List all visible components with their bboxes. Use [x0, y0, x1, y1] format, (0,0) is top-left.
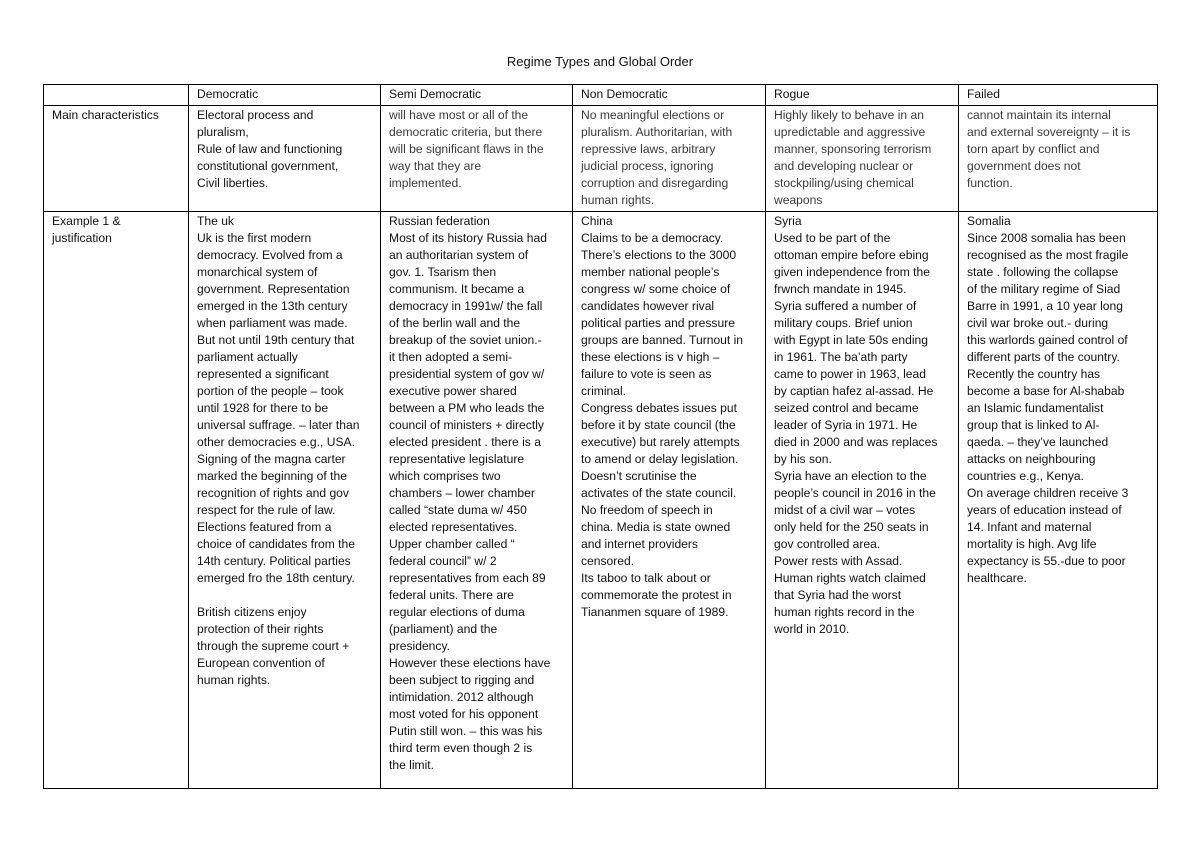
- header-row: [44, 85, 1158, 106]
- header-semi-democratic: Semi Democratic: [381, 85, 573, 106]
- democratic-example: The uk Uk is the first modern democracy. Evolved from a monarchical system of government. Representation emerged in the 13th century when parliament was made. But not until 19th century that parliament actually represented a significant portion of the people – took until 1928 for there to be universal suffrage. – later than other democracies e.g., USA. Signing of the magna carter marked the beginning of the recognition of rights and gov respect for the rule of law. Elections featured from a choice of candidates from the 14th century. Political parties emerged fro the 18th century. British citizens enjoy protection of their rights through the supreme court + European convention of human rights.: [189, 212, 381, 789]
- header-democratic: Democratic: [189, 85, 381, 106]
- non-democratic-example: China Claims to be a democracy. There’s elections to the 3000 member national people’s congress w/ some choice of candidates however rival political parties and pressure groups are banned. Turnout in these elections is v high – failure to vote is seen as criminal. Congress debates issues put before it by state council (the executive) but rarely attempts to amend or delay legislation. Doesn’t scrutinise the activates of the state council. No freedom of speech in china. Media is state owned and internet providers censored. Its taboo to talk about or commemorate the protest in Tiananmen square of 1989.: [573, 212, 766, 789]
- regime-table: [43, 84, 1158, 789]
- failed-characteristics: cannot maintain its internal and external sovereignty – it is torn apart by conflict and government does not function.: [959, 106, 1158, 212]
- semi-democratic-example: Russian federation Most of its history Russia had an authoritarian system of gov. 1. Tsarism then communism. It became a democracy in 1991w/ the fall of the berlin wall and the breakup of the soviet union.- it then adopted a semi- presidential system of gov w/ executive power shared between a PM who leads the council of ministers + directly elected president . there is a representative legislature which comprises two chambers – lower chamber called “state duma w/ 450 elected representatives. Upper chamber called “ federal council” w/ 2 representatives from each 89 federal units. There are regular elections of duma (parliament) and the presidency. However these elections have been subject to rigging and intimidation. 2012 although most voted for his opponent Putin still won. – this was his third term even though 2 is the limit.: [381, 212, 573, 789]
- row-label-characteristics: Main characteristics: [44, 106, 189, 212]
- democratic-characteristics: Electoral process and pluralism, Rule of law and functioning constitutional government, Civil liberties.: [189, 106, 381, 212]
- characteristics-row: [44, 106, 1158, 212]
- rogue-characteristics: Highly likely to behave in an upredictable and aggressive manner, sponsoring terrorism and developing nuclear or stockpiling/using chemical weapons: [766, 106, 959, 212]
- header-failed: Failed: [959, 85, 1158, 106]
- header-non-democratic: Non Democratic: [573, 85, 766, 106]
- header-corner-cell: [44, 85, 189, 106]
- example-row: [44, 212, 1158, 789]
- failed-example: Somalia Since 2008 somalia has been recognised as the most fragile state . following the collapse of the military regime of Siad Barre in 1991, a 10 year long civil war broke out.- during this warlords gained control of different parts of the country. Recently the country has become a base for Al-shabab an Islamic fundamentalist group that is linked to Al- qaeda. – they’ve launched attacks on neighbouring countries e.g., Kenya. On average children receive 3 years of education instead of 14. Infant and maternal mortality is high. Avg life expectancy is 55.-due to poor healthcare.: [959, 212, 1158, 789]
- semi-democratic-characteristics: will have most or all of the democratic criteria, but there will be significant flaws in the way that they are implemented.: [381, 106, 573, 212]
- rogue-example: Syria Used to be part of the ottoman empire before ebing given independence from the frwnch mandate in 1945. Syria suffered a number of military coups. Brief union with Egypt in late 50s ending in 1961. The ba’ath party came to power in 1963, lead by captian hafez al-assad. He seized control and became leader of Syria in 1971. He died in 2000 and was replaces by his son. Syria have an election to the people’s council in 2016 in the midst of a civil war – votes only held for the 250 seats in gov controlled area. Power rests with Assad. Human rights watch claimed that Syria had the worst human rights record in the world in 2010.: [766, 212, 959, 789]
- header-rogue: Rogue: [766, 85, 959, 106]
- document-title: Regime Types and Global Order: [506, 54, 694, 69]
- non-democratic-characteristics: No meaningful elections or pluralism. Authoritarian, with repressive laws, arbitrary judicial process, ignoring corruption and disregarding human rights.: [573, 106, 766, 212]
- row-label-example: Example 1 & justification: [44, 212, 189, 789]
